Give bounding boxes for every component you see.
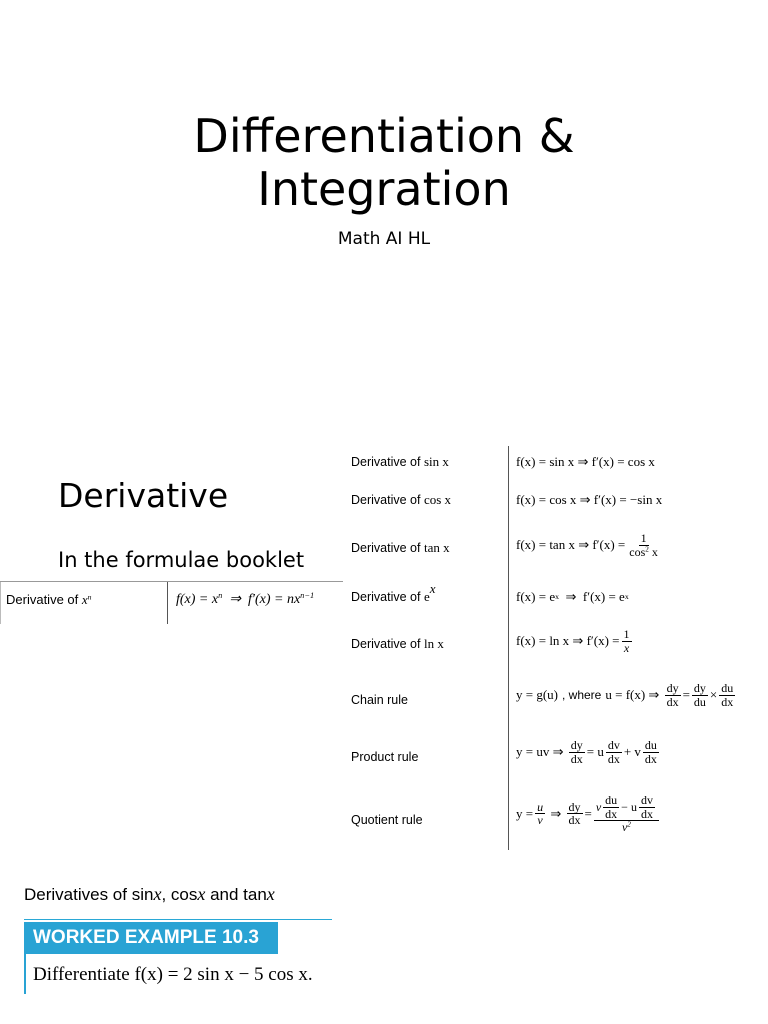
xn-var: x	[81, 592, 88, 607]
slide-title	[0, 110, 768, 216]
booklet-xn-row	[0, 581, 343, 624]
quotient-big-fraction: v $\frac{du}{dx}$ − u $\frac{dv}{dx}$ $v^2$	[594, 794, 659, 834]
fraction: $\frac{1}{\cos^2 x}$	[629, 531, 658, 559]
derivative-formula-table: Derivative of sin x f(x) = sin x ⇒ f′(x) = cos x Derivative of cos x f(x) = cos x ⇒ f′(x) = −sin x Derivative of tan x f(x) = tan x ⇒ f′(x) = $\frac{1}{\cos^2 x}$ Derivative of $e^x$ f(x) = e x ⇒ f′(x) = e x Derivative of ln x f(x) = ln x ⇒ f′(x) = $\frac{1}{x}$ Chain rule y = g(u) , where u = f(x) ⇒ $\frac{dy}{dx}$ = $\frac{dy}{du}$ × $\frac{du}{dx}$ Product rule y = uv ⇒ $\frac{dy}{dx}$ = u $\frac{dv}{dx}$ + v $\frac{du}{dx}$ Quotient rule y = $\frac{u}{v}$ ⇒ $\frac{dy}{dx}$ = v $\frac{du}{dx}$ − u $\frac{dv}{dx}$ $v^2$	[342, 446, 768, 850]
formula-quotient-rule: y = $\frac{u}{v}$ ⇒ $\frac{dy}{dx}$ = v $\frac{du}{dx}$ − u $\frac{dv}{dx}$ $v^2$	[516, 794, 661, 834]
fraction: $\frac{1}{x}$	[623, 627, 630, 655]
section-heading: Derivative	[58, 476, 229, 515]
table-border-left	[0, 582, 1, 624]
formula-ln: f(x) = ln x ⇒ f′(x) = $\frac{1}{x}$	[516, 627, 630, 655]
textbook-rule	[24, 919, 332, 920]
table-divider	[508, 446, 509, 850]
formula-chain-rule: y = g(u) , where u = f(x) ⇒ $\frac{dy}{dx}$ = $\frac{dy}{du}$ × $\frac{du}{dx}$	[516, 681, 734, 709]
worked-example-sidebar	[24, 954, 26, 994]
textbook-section-title: Derivatives of sinx, cosx and tanx	[24, 884, 275, 904]
title-line-2: Integration	[257, 162, 511, 216]
formula-product-rule: y = uv ⇒ $\frac{dy}{dx}$ = u $\frac{dv}{dx}$ + v $\frac{du}{dx}$	[516, 738, 657, 766]
xn-formula: $f(x) = x^n$ ⇒ $f'(x) = nx^{n-1}$	[176, 590, 315, 607]
formula-cos: f(x) = cos x ⇒ f′(x) = −sin x	[516, 492, 663, 507]
formula-sin: f(x) = sin x ⇒ f′(x) = cos x	[516, 454, 655, 469]
formula-tan: f(x) = tan x ⇒ f′(x) = $\frac{1}{\cos^2 x}$	[516, 531, 658, 559]
section-subheading: In the formulae booklet	[58, 548, 305, 572]
worked-example-banner: WORKED EXAMPLE 10.3	[24, 922, 278, 954]
formula-exp: f(x) = e x ⇒ f′(x) = e x	[516, 589, 629, 604]
worked-example-text: Differentiate f(x) = 2 sin x − 5 cos x.	[33, 964, 313, 985]
xn-label: Derivative of $x^n$	[6, 592, 92, 607]
slide-subtitle: Math AI HL	[337, 229, 431, 249]
table-divider	[167, 582, 168, 624]
title-line-1: Differentiation &	[193, 109, 575, 163]
